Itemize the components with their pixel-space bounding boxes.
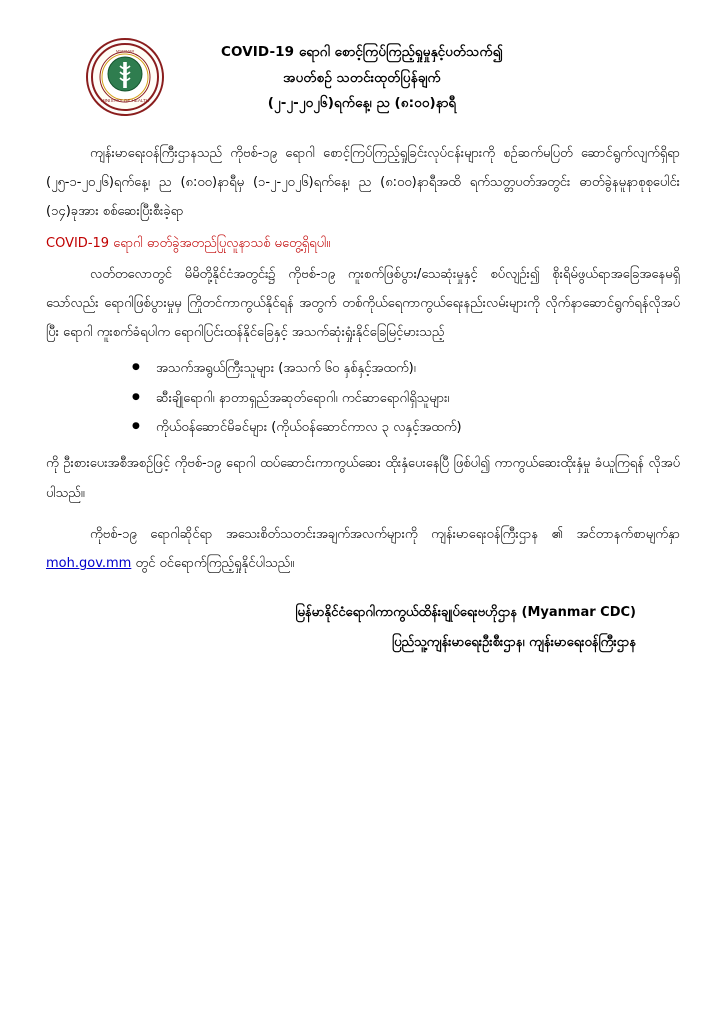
signature-line-1: မြန်မာနိုင်ငံရောဂါကာကွယ်ထိန်းချုပ်ရေးဗဟိုဌာန (Myanmar CDC) [295, 605, 636, 621]
risk-group-list [46, 354, 680, 444]
header-line-1: COVID-19 ရောဂါ စောင့်ကြပ်ကြည့်ရှုမှုနှင့်ပတ်သက်၍ [221, 44, 503, 60]
svg-text:MYANMAR: MYANMAR [115, 49, 135, 54]
paragraph-4 [46, 520, 680, 579]
signature-block [46, 598, 680, 658]
paragraph-3: ကို ဦးစားပေးအစီအစဉ်ဖြင့် ကိုဗစ်-၁၉ ရောဂါ ထပ်ဆောင်းကာကွယ်ဆေး ထိုးနှံပေးနေပြီ ဖြစ်ပါ၍ ကာကွယ်ဆေးထိုးနှံမှု ခံယူကြရန် လိုအပ်ပါသည်။ [46, 456, 680, 501]
moh-website-link[interactable]: moh.gov.mm [46, 556, 132, 572]
document-body [0, 139, 724, 658]
header-line-3: (၂-၂-၂၀၂၆)ရက်နေ့၊ ည (၈:၀၀)နာရီ [267, 95, 457, 112]
ministry-of-health-seal-icon [86, 38, 164, 116]
paragraph-1-highlight: COVID-19 ရောဂါ ဓာတ်ခွဲအတည်ပြုလူနာသစ် မတွေ့ရှိရပါ။ [46, 235, 331, 251]
header-line-2: အပတ်စဉ် သတင်းထုတ်ပြန်ချက် [283, 69, 441, 86]
paragraph-1 [46, 139, 680, 227]
svg-text:MINISTRY OF HEALTH: MINISTRY OF HEALTH [100, 98, 150, 103]
paragraph-4-after-link: တွင် ဝင်ရောက်ကြည့်ရှုနိုင်ပါသည်။ [131, 556, 295, 572]
list-item: ● ဆီးချိုရောဂါ၊ နာတာရှည်အဆုတ်ရောဂါ၊ ကင်ဆာရောဂါရှိသူများ၊ [132, 384, 680, 414]
list-item: ● ကိုယ်ဝန်ဆောင်မိခင်များ (ကိုယ်ဝန်ဆောင်ကာလ ၃ လနှင့်အထက်) [132, 413, 680, 443]
paragraph-1-text: ကျန်းမာရေးဝန်ကြီးဌာနသည် ကိုဗစ်-၁၉ ရောဂါ စောင့်ကြပ်ကြည့်ရှုခြင်းလုပ်ငန်းများကို စဉ်ဆက်မပြတ် ဆောင်ရွက်လျက်ရှိရာ (၂၅-၁-၂၀၂၆)ရက်နေ့၊ ည (၈:၀၀)နာရီမှ (၁-၂-၂၀၂၆)ရက်နေ့၊ ည (၈:၀၀)နာရီအထိ ရက်သတ္တပတ်အတွင်း ဓာတ်ခွဲနမူနာစုစုပေါင်း (၁၄)ခုအား စစ်ဆေးပြီးစီးခဲ့ရာ [46, 145, 680, 220]
paragraph-4-before-link: ကိုဗစ်-၁၉ ရောဂါဆိုင်ရာ အသေးစိတ်သတင်းအချက်အလက်များကို ကျန်းမာရေးဝန်ကြီးဌာန ၏ အင်တာနက်စာမျက်နှာ [90, 526, 680, 542]
list-item: ● အသက်အရွယ်ကြီးသူများ (အသက် ၆၀ နှစ်နှင့်အထက်)၊ [132, 354, 680, 384]
signature-line-2: ပြည်သူ့ကျန်းမာရေးဦးစီးဌာန၊ ကျန်းမာရေးဝန်ကြီးဌာန [391, 635, 636, 651]
paragraph-2: လတ်တလောတွင် မိမိတို့နိုင်ငံအတွင်း၌ ကိုဗစ်-၁၉ ကူးစက်ဖြစ်ပွား/သေဆုံးမှုနှင့် စပ်လျဉ်း၍ စိုးရိမ်ဖွယ်ရာအခြေအနေမရှိသော်လည်း ရောဂါဖြစ်ပွားမှုမှ ကြိုတင်ကာကွယ်နိုင်ရန် အတွက် တစ်ကိုယ်ရေကာကွယ်ရေးနည်းလမ်းများကို လိုက်နာဆောင်ရွက်ရန်လိုအပ်ပြီး ရောဂါ ကူးစက်ခံရပါက ရောဂါပြင်းထန်နိုင်ခြေနှင့် အသက်ဆုံးရှုံးနိုင်ခြေမြင့်မားသည့် [46, 266, 680, 341]
